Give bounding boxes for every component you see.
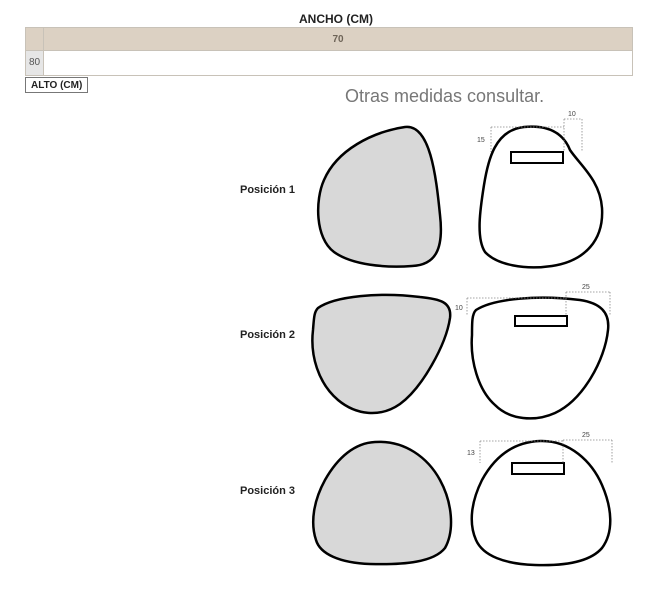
position-1-slot xyxy=(511,152,563,163)
height-value: 80 xyxy=(26,51,44,75)
position-3-dim-width: 25 xyxy=(582,432,590,439)
position-3-outline xyxy=(472,441,611,565)
position-2-slot xyxy=(515,316,567,326)
position-1-outline xyxy=(480,127,603,268)
position-2-dim-height: 10 xyxy=(455,305,463,312)
position-2-label: Posición 2 xyxy=(240,329,296,341)
position-3-dim-height: 13 xyxy=(467,450,475,457)
position-2-shape xyxy=(312,295,450,413)
position-3-label: Posición 3 xyxy=(240,485,296,497)
position-3-slot xyxy=(512,463,564,474)
position-1-label: Posición 1 xyxy=(240,184,296,196)
position-3-shape xyxy=(313,442,451,564)
height-header: ALTO (CM) xyxy=(25,77,88,93)
other-sizes-note: Otras medidas consultar. xyxy=(345,86,545,106)
position-1-dim-height: 15 xyxy=(477,137,485,144)
position-1-dim-width: 10 xyxy=(568,111,576,118)
position-1-shape xyxy=(318,127,441,267)
width-header: ANCHO (CM) xyxy=(299,12,373,26)
width-value: 70 xyxy=(332,34,344,45)
position-2-dim-width: 25 xyxy=(582,284,590,291)
